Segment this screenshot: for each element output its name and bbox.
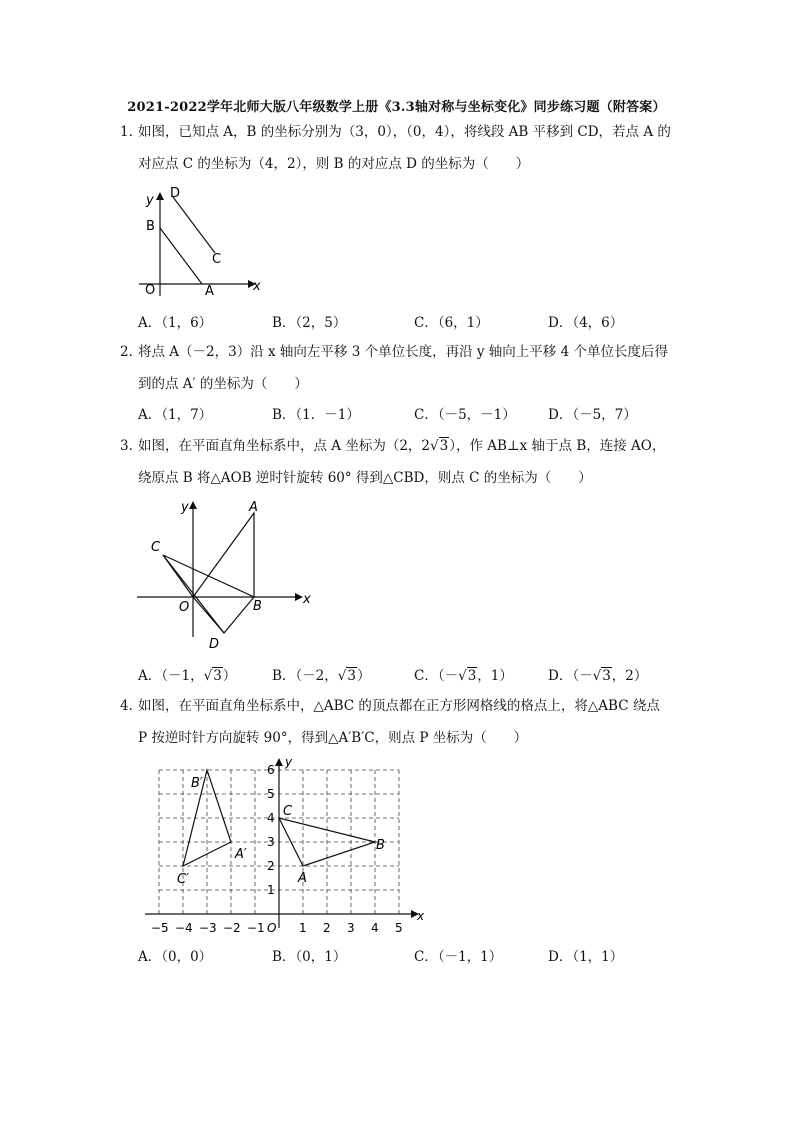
y-tick-label: 3 bbox=[267, 835, 275, 849]
x-tick-label: 5 bbox=[395, 921, 403, 935]
x-label: x bbox=[253, 279, 261, 294]
x-tick-label: −1 bbox=[247, 921, 265, 935]
origin-label: O bbox=[145, 283, 156, 298]
option-c[interactable]: C．（－5，－1） bbox=[414, 407, 516, 423]
question-2 bbox=[120, 336, 680, 400]
point-c-label: C bbox=[151, 540, 161, 555]
sqrt-symbol-icon: √ bbox=[592, 668, 602, 684]
point-d-label: D bbox=[209, 637, 220, 652]
option-c[interactable]: C．（6，1） bbox=[414, 315, 489, 331]
y-tick-label: 5 bbox=[267, 787, 275, 801]
point-b-label: B bbox=[253, 599, 262, 614]
option-b[interactable]: B．（0，1） bbox=[272, 949, 347, 965]
option-b[interactable]: B．（1．－1） bbox=[272, 407, 360, 423]
segment-ab bbox=[160, 228, 202, 284]
options-q3 bbox=[138, 664, 698, 684]
x-tick-label: 3 bbox=[347, 921, 355, 935]
x-tick-label: 2 bbox=[323, 921, 331, 935]
question-text: P 按逆时针方向旋转 90°，得到△A′B′C，则点 P 坐标为（ ） bbox=[138, 730, 528, 746]
question-text: 到的点 A′ 的坐标为（ ） bbox=[138, 376, 308, 392]
question-number: 4． bbox=[120, 698, 143, 714]
point-a-label: A bbox=[298, 871, 307, 886]
page-title: 2021-2022学年北师大版八年级数学上册《3.3轴对称与坐标变化》同步练习题（附答案） bbox=[127, 100, 666, 115]
point-b-label: B bbox=[376, 838, 385, 853]
x-tick-label: −3 bbox=[199, 921, 217, 935]
y-label: y bbox=[146, 193, 154, 208]
question-number: 2． bbox=[120, 344, 143, 360]
x-tick-labels bbox=[151, 921, 403, 935]
x-tick-label: −5 bbox=[151, 921, 169, 935]
question-number: 3． bbox=[120, 438, 143, 454]
point-b1-label: B′ bbox=[191, 776, 203, 791]
option-d[interactable]: D．（1，1） bbox=[548, 949, 624, 965]
question-text: 对应点 C 的坐标为（4，2），则 B 的对应点 D 的坐标为（ ） bbox=[138, 156, 530, 172]
x-tick-label: 4 bbox=[371, 921, 379, 935]
option-d[interactable]: D．（－5，7） bbox=[548, 407, 637, 423]
question-1 bbox=[120, 116, 680, 180]
x-axis-arrow-icon bbox=[295, 593, 303, 601]
figure-q3 bbox=[135, 495, 315, 659]
sqrt-symbol-icon: √ bbox=[337, 668, 347, 684]
y-tick-label: 4 bbox=[267, 811, 275, 825]
option-c[interactable]: C．（－1，1） bbox=[414, 949, 503, 965]
figure-q4 bbox=[135, 752, 435, 941]
point-c-label: C bbox=[283, 804, 293, 819]
triangle-aob bbox=[193, 513, 254, 597]
option-d[interactable]: D．（4，6） bbox=[548, 315, 624, 331]
sqrt-symbol-icon: √ bbox=[203, 668, 213, 684]
option-a[interactable]: A．（1，7） bbox=[138, 407, 213, 423]
option-a[interactable]: A．（0，0） bbox=[138, 949, 213, 965]
segment-od bbox=[193, 597, 224, 633]
x-label: x bbox=[417, 909, 425, 923]
option-a[interactable]: A．（－1，√3） bbox=[138, 668, 237, 684]
question-text: 如图，在平面直角坐标系中，点 A 坐标为（2，2 bbox=[138, 438, 431, 454]
option-c[interactable]: C．（－√3，1） bbox=[414, 668, 513, 684]
x-tick-label: 1 bbox=[299, 921, 307, 935]
y-tick-label: 1 bbox=[267, 883, 275, 897]
x-label: x bbox=[303, 592, 311, 607]
option-a[interactable]: A．（1，6） bbox=[138, 315, 213, 331]
option-b[interactable]: B．（－2，√3） bbox=[272, 668, 371, 684]
point-c1-label: C′ bbox=[177, 872, 190, 887]
point-a1-label: A′ bbox=[235, 847, 247, 862]
origin-label: O bbox=[267, 921, 277, 935]
point-a-label: A bbox=[249, 500, 258, 515]
options-q4 bbox=[138, 945, 698, 965]
option-b[interactable]: B．（2，5） bbox=[272, 315, 347, 331]
point-d-label: D bbox=[170, 186, 181, 201]
x-tick-label: −2 bbox=[223, 921, 241, 935]
triangle-cbd bbox=[163, 555, 254, 633]
question-3 bbox=[120, 430, 680, 494]
y-axis-arrow-icon bbox=[156, 192, 164, 200]
question-text: 如图，在平面直角坐标系中，△ABC 的顶点都在正方形网格线的格点上，将△ABC 绕点 bbox=[138, 698, 660, 714]
options-q2 bbox=[138, 403, 698, 423]
figure-q1 bbox=[135, 180, 270, 304]
question-text: ），作 AB⊥x 轴于点 B，连接 AO， bbox=[449, 438, 666, 454]
segment-cd bbox=[173, 197, 215, 253]
question-4 bbox=[120, 690, 680, 754]
sqrt-radicand: 3 bbox=[439, 438, 449, 454]
y-tick-label: 2 bbox=[267, 859, 275, 873]
y-label: y bbox=[181, 500, 189, 515]
y-axis-arrow-icon bbox=[189, 501, 197, 509]
origin-label: O bbox=[179, 600, 190, 615]
y-label: y bbox=[285, 755, 293, 769]
options-q1 bbox=[138, 311, 698, 331]
sqrt-symbol-icon: √ bbox=[430, 438, 439, 454]
point-b-label: B bbox=[146, 219, 155, 234]
question-text: 将点 A（－2，3）沿 x 轴向左平移 3 个单位长度，再沿 y 轴向上平移 4 个单位长度后得 bbox=[138, 344, 668, 360]
question-text: 如图，已知点 A，B 的坐标分别为（3，0），（0，4），将线段 AB 平移到 CD，若点 A 的 bbox=[138, 124, 671, 140]
question-text: 绕原点 B 将△AOB 逆时针旋转 60° 得到△CBD，则点 C 的坐标为（ ） bbox=[138, 470, 592, 486]
point-c-label: C bbox=[212, 252, 222, 267]
question-number: 1． bbox=[120, 124, 143, 140]
point-a-label: A bbox=[205, 284, 214, 299]
option-d[interactable]: D．（－√3，2） bbox=[548, 668, 648, 684]
y-tick-labels bbox=[267, 763, 275, 897]
y-axis-arrow-icon bbox=[275, 758, 283, 766]
sqrt-symbol-icon: √ bbox=[458, 668, 467, 684]
y-tick-label: 6 bbox=[267, 763, 275, 777]
x-tick-label: −4 bbox=[175, 921, 193, 935]
